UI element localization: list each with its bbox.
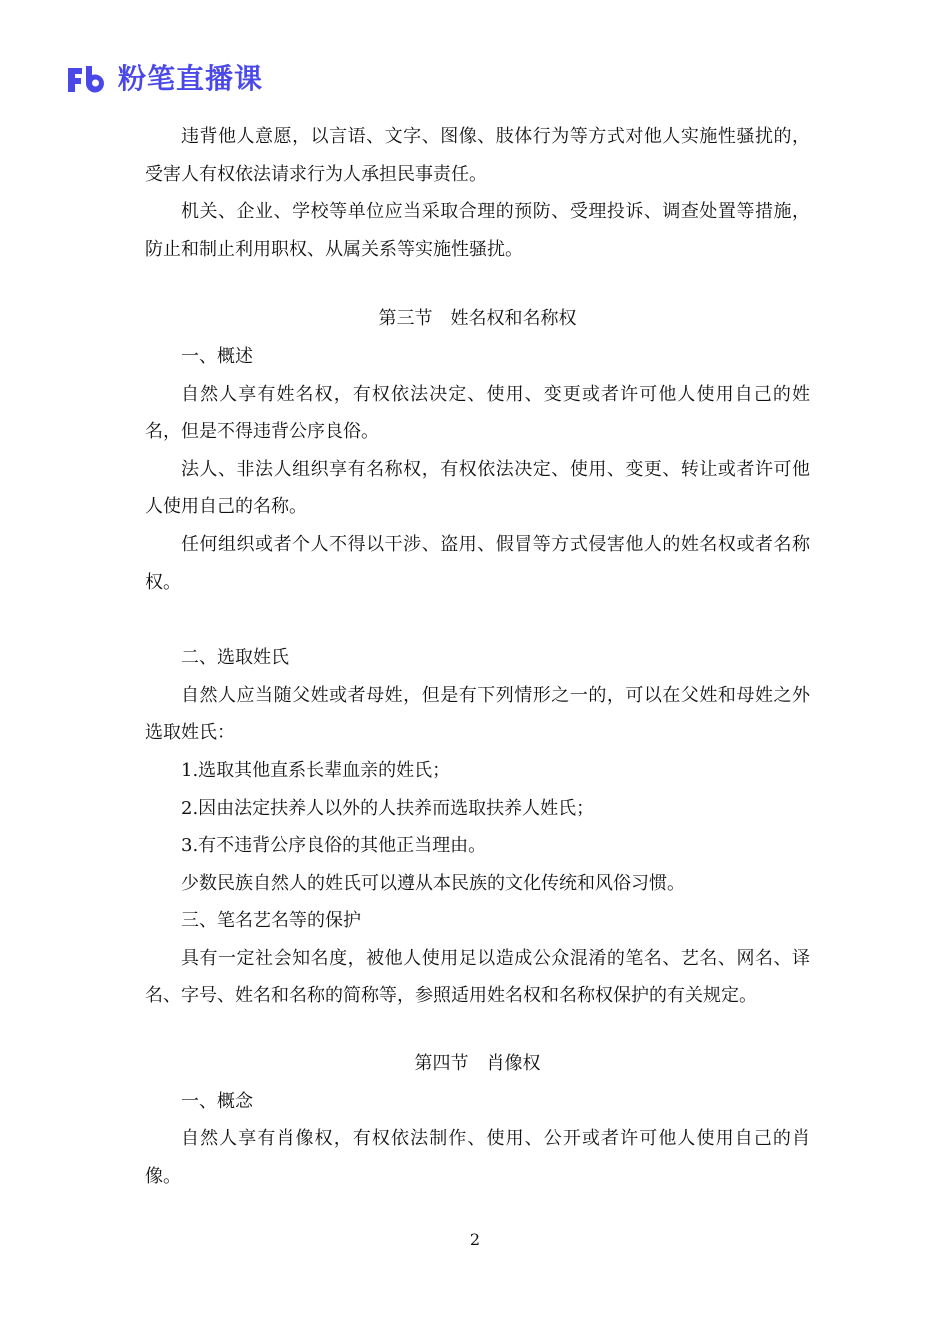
paragraph: 机关、企业、学校等单位应当采取合理的预防、受理投诉、调查处置等措施，防止和制止利用职权、从属关系等实施性骚扰。 bbox=[145, 201, 810, 260]
paragraph: 自然人享有姓名权，有权依法决定、使用、变更或者许可他人使用自己的姓名，但是不得违背公序良俗。 bbox=[145, 383, 810, 443]
section-title: 第三节 姓名权和名称权 bbox=[378, 308, 577, 330]
subheading: 一、概念 bbox=[181, 1090, 253, 1112]
page-number: 2 bbox=[469, 1230, 481, 1249]
paragraph: 任何组织或者个人不得以干涉、盗用、假冒等方式侵害他人的姓名权或者名称权。 bbox=[145, 533, 810, 593]
paragraph: 少数民族自然人的姓氏可以遵从本民族的文化传统和风俗习惯。 bbox=[181, 872, 685, 894]
list-item: 1.选取其他直系长辈血亲的姓氏； bbox=[181, 759, 451, 781]
list-item: 3.有不违背公序良俗的其他正当理由。 bbox=[181, 835, 487, 857]
subheading: 三、笔名艺名等的保护 bbox=[181, 910, 361, 932]
section-title: 第四节 肖像权 bbox=[414, 1053, 541, 1075]
paragraph: 自然人享有肖像权，有权依法制作、使用、公开或者许可他人使用自己的肖像。 bbox=[145, 1128, 810, 1187]
subheading: 一、概述 bbox=[181, 345, 253, 367]
paragraph: 自然人应当随父姓或者母姓，但是有下列情形之一的，可以在父姓和母姓之外选取姓氏： bbox=[145, 684, 810, 744]
brand-logo bbox=[66, 62, 263, 96]
paragraph: 违背他人意愿，以言语、文字、图像、肢体行为等方式对他人实施性骚扰的，受害人有权依法请求行为人承担民事责任。 bbox=[145, 126, 810, 185]
list-item: 2.因由法定扶养人以外的人扶养而选取扶养人姓氏； bbox=[181, 797, 595, 819]
paragraph: 具有一定社会知名度，被他人使用足以造成公众混淆的笔名、艺名、网名、译名、字号、姓名和名称的简称等，参照适用姓名权和名称权保护的有关规定。 bbox=[145, 947, 810, 1007]
fenbi-logo-icon bbox=[66, 64, 110, 94]
paragraph: 法人、非法人组织享有名称权，有权依法决定、使用、变更、转让或者许可他人使用自己的名称。 bbox=[145, 458, 810, 518]
document-body bbox=[145, 118, 810, 1195]
subheading: 二、选取姓氏 bbox=[181, 647, 289, 669]
brand-name: 粉笔直播课 bbox=[118, 62, 264, 95]
